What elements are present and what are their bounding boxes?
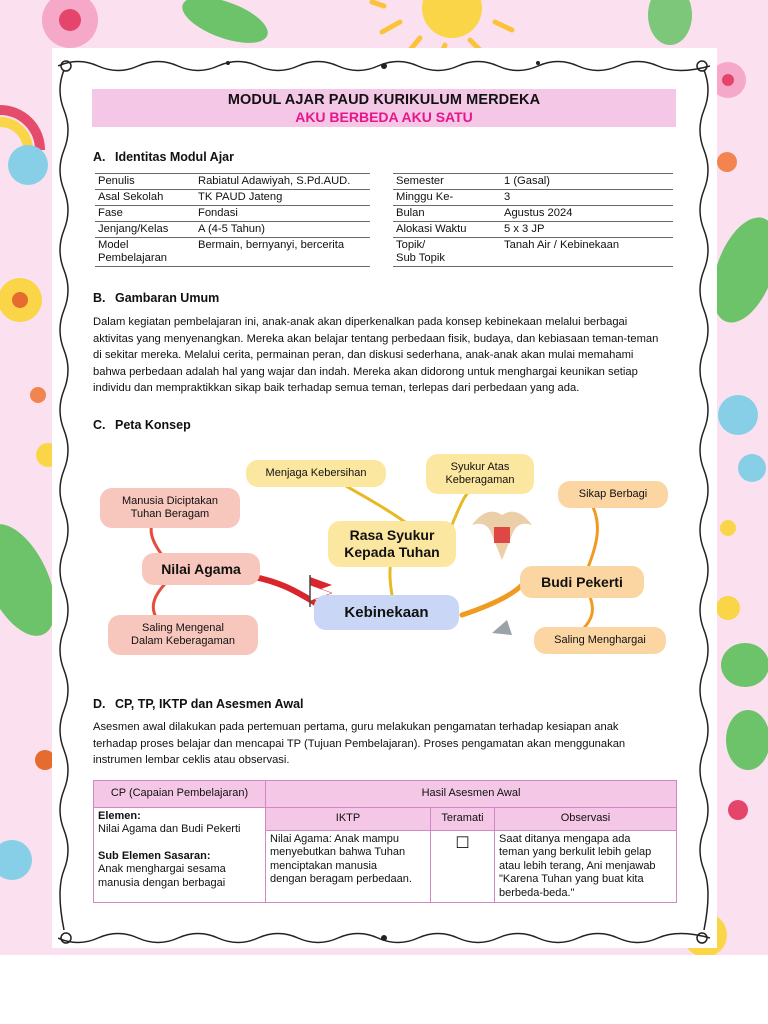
field-label: Asal Sekolah xyxy=(95,190,195,206)
field-value: 1 (Gasal) xyxy=(501,174,673,190)
node-label-line: Kepada Tuhan xyxy=(344,544,440,560)
field-value: Agustus 2024 xyxy=(501,206,673,222)
identity-table-left xyxy=(95,173,370,267)
field-value: 3 xyxy=(501,190,673,206)
section-d-heading xyxy=(93,697,304,711)
sub-elemen-value: Anak menghargai sesama xyxy=(98,863,226,876)
field-label-line: Model xyxy=(98,239,129,251)
iktp-cell xyxy=(266,831,431,903)
node-label-line: Rasa Syukur xyxy=(349,527,435,543)
field-label xyxy=(95,238,195,267)
table-row xyxy=(393,238,673,267)
paragraph-line: terhadap proses belajar dan mencapai TP (Tujuan Pembelajaran). Proses pengamatan akan menggunakan xyxy=(93,737,626,750)
paragraph-line: individu dan mempraktikkan sikap baik terhadap semua teman, terlepas dari perbedaan yang ada. xyxy=(93,382,580,395)
teramati-checkbox[interactable]: ☐ xyxy=(431,831,495,903)
node-label: Budi Pekerti xyxy=(541,573,623,590)
node-label: Kebinekaan xyxy=(344,604,429,621)
table-header-row xyxy=(94,781,677,808)
cp-cell xyxy=(94,808,266,903)
paragraph-line: di sekitar mereka. Melalui cerita, permainan peran, dan diskusi sederhana, anak-anak akan mulai memahami xyxy=(93,349,634,362)
section-number: C. xyxy=(93,418,106,432)
cell-line: Nilai Agama: Anak mampu xyxy=(270,833,400,845)
paragraph-line: aktivitas yang menyenangkan. Mereka akan belajar tentang perbedaan fisik, budaya, dan kebiasaan teman-teman xyxy=(93,332,659,345)
cell-line: teman yang berkulit lebih gelap xyxy=(499,846,652,859)
assessment-description xyxy=(93,719,673,769)
cell-line: berbeda-beda." xyxy=(499,886,575,899)
paragraph-line: Asesmen awal dilakukan pada pertemuan pertama, guru melakukan pengamatan terhadap kesiapan anak xyxy=(93,721,619,733)
field-label xyxy=(393,238,501,267)
node-label: Nilai Agama xyxy=(161,560,241,577)
node-label-line: Dalam Keberagaman xyxy=(131,635,235,647)
node-label-line: Keberagaman xyxy=(445,474,515,486)
section-number: B. xyxy=(93,291,106,305)
field-label: Semester xyxy=(393,174,501,190)
node-kebinekaan xyxy=(314,595,459,630)
node-label: Menjaga Kebersihan xyxy=(265,467,367,479)
field-label: Minggu Ke- xyxy=(393,190,501,206)
field-value: TK PAUD Jateng xyxy=(195,190,370,206)
section-c-heading xyxy=(93,418,191,432)
vine-border-right xyxy=(694,70,714,930)
node-label-line: Syukur Atas xyxy=(450,461,510,473)
node-saling-mengenal xyxy=(108,615,258,655)
sub-elemen-value: manusia dengan berbagai xyxy=(98,876,226,889)
section-number: A. xyxy=(93,150,106,164)
field-label-line: Sub Topik xyxy=(396,252,445,264)
field-value: Tanah Air / Kebinekaan xyxy=(501,238,673,267)
section-title: Identitas Modul Ajar xyxy=(115,150,234,164)
garuda-emblem xyxy=(472,512,532,560)
field-value: Rabiatul Adawiyah, S.Pd.AUD. xyxy=(195,174,370,190)
field-value: Bermain, bernyanyi, bercerita xyxy=(195,238,370,267)
field-label-line: Pembelajaran xyxy=(98,252,168,264)
field-label: Bulan xyxy=(393,206,501,222)
field-value: A (4-5 Tahun) xyxy=(195,222,370,238)
vine-border-bottom xyxy=(58,927,710,949)
concept-map xyxy=(92,445,682,665)
general-description xyxy=(93,314,673,397)
section-title: CP, TP, IKTP dan Asesmen Awal xyxy=(115,697,304,711)
col-teramati: Teramati xyxy=(431,808,495,831)
field-value: Fondasi xyxy=(195,206,370,222)
node-menjaga-kebersihan xyxy=(246,460,386,487)
node-label-line: Tuhan Beragam xyxy=(130,508,210,520)
node-saling-menghargai xyxy=(534,627,666,654)
node-rasa-syukur xyxy=(328,521,456,567)
vine-border-left xyxy=(54,70,74,930)
col-iktp: IKTP xyxy=(266,808,431,831)
node-manusia-diciptakan xyxy=(100,488,240,528)
observasi-cell xyxy=(495,831,677,903)
assessment-table xyxy=(93,780,677,903)
identity-table-right xyxy=(393,173,673,267)
field-label-line: Topik/ xyxy=(396,239,426,251)
document-subtitle: AKU BERBEDA AKU SATU xyxy=(295,109,473,125)
document-title-box xyxy=(92,89,676,127)
node-label: Saling Menghargai xyxy=(554,634,646,646)
paragraph-line: bahwa perbedaan adalah hal yang wajar dan indah. Mereka akan didorong untuk menghargai keunikan setiap xyxy=(93,365,638,378)
table-row xyxy=(95,190,370,206)
section-number: D. xyxy=(93,697,106,711)
table-row xyxy=(95,174,370,190)
section-a-heading xyxy=(93,150,234,164)
section-title: Peta Konsep xyxy=(115,418,191,432)
sub-elemen-label: Sub Elemen Sasaran: xyxy=(98,849,211,862)
field-label: Alokasi Waktu xyxy=(393,222,501,238)
table-row xyxy=(95,206,370,222)
cell-line: "Karena Tuhan yang buat kita xyxy=(499,873,644,886)
field-label: Penulis xyxy=(95,174,195,190)
node-label-line: Saling Mengenal xyxy=(142,622,224,634)
section-title: Gambaran Umum xyxy=(115,291,220,305)
table-row xyxy=(94,808,677,831)
elemen-value: Nilai Agama dan Budi Pekerti xyxy=(98,823,241,836)
node-label-line: Manusia Diciptakan xyxy=(122,495,218,507)
cp-header: CP (Capaian Pembelajaran) xyxy=(94,781,266,808)
paragraph-line: instrumen lembar ceklis atau observasi. xyxy=(93,754,290,767)
field-value: 5 x 3 JP xyxy=(501,222,673,238)
table-row xyxy=(95,222,370,238)
hasil-header: Hasil Asesmen Awal xyxy=(266,781,677,808)
table-row xyxy=(393,174,673,190)
node-label: Sikap Berbagi xyxy=(578,488,648,500)
col-observasi: Observasi xyxy=(495,808,677,831)
elemen-label: Elemen: xyxy=(98,810,141,822)
table-row xyxy=(393,206,673,222)
section-b-heading xyxy=(93,291,219,305)
cell-line: dengan beragam perbedaan. xyxy=(270,873,412,886)
vine-border-top xyxy=(58,55,710,77)
node-sikap-berbagi xyxy=(558,481,668,508)
cell-line: atau lebih terang, Ani menjawab xyxy=(499,859,656,872)
field-label: Jenjang/Kelas xyxy=(95,222,195,238)
node-syukur-atas-keberagaman xyxy=(426,454,534,494)
table-row xyxy=(393,190,673,206)
field-label: Fase xyxy=(95,206,195,222)
node-nilai-agama xyxy=(142,553,260,585)
cell-line: Saat ditanya mengapa ada xyxy=(499,833,631,845)
table-row xyxy=(393,222,673,238)
node-budi-pekerti xyxy=(520,566,644,598)
paragraph-line: Dalam kegiatan pembelajaran ini, anak-anak akan diperkenalkan pada konsep kebinekaan melalui berbagai xyxy=(93,316,628,328)
cell-line: menyebutkan bahwa Tuhan xyxy=(270,846,406,859)
cell-line: menciptakan manusia xyxy=(270,859,378,872)
document-title: MODUL AJAR PAUD KURIKULUM MERDEKA xyxy=(227,92,541,108)
table-row xyxy=(95,238,370,267)
